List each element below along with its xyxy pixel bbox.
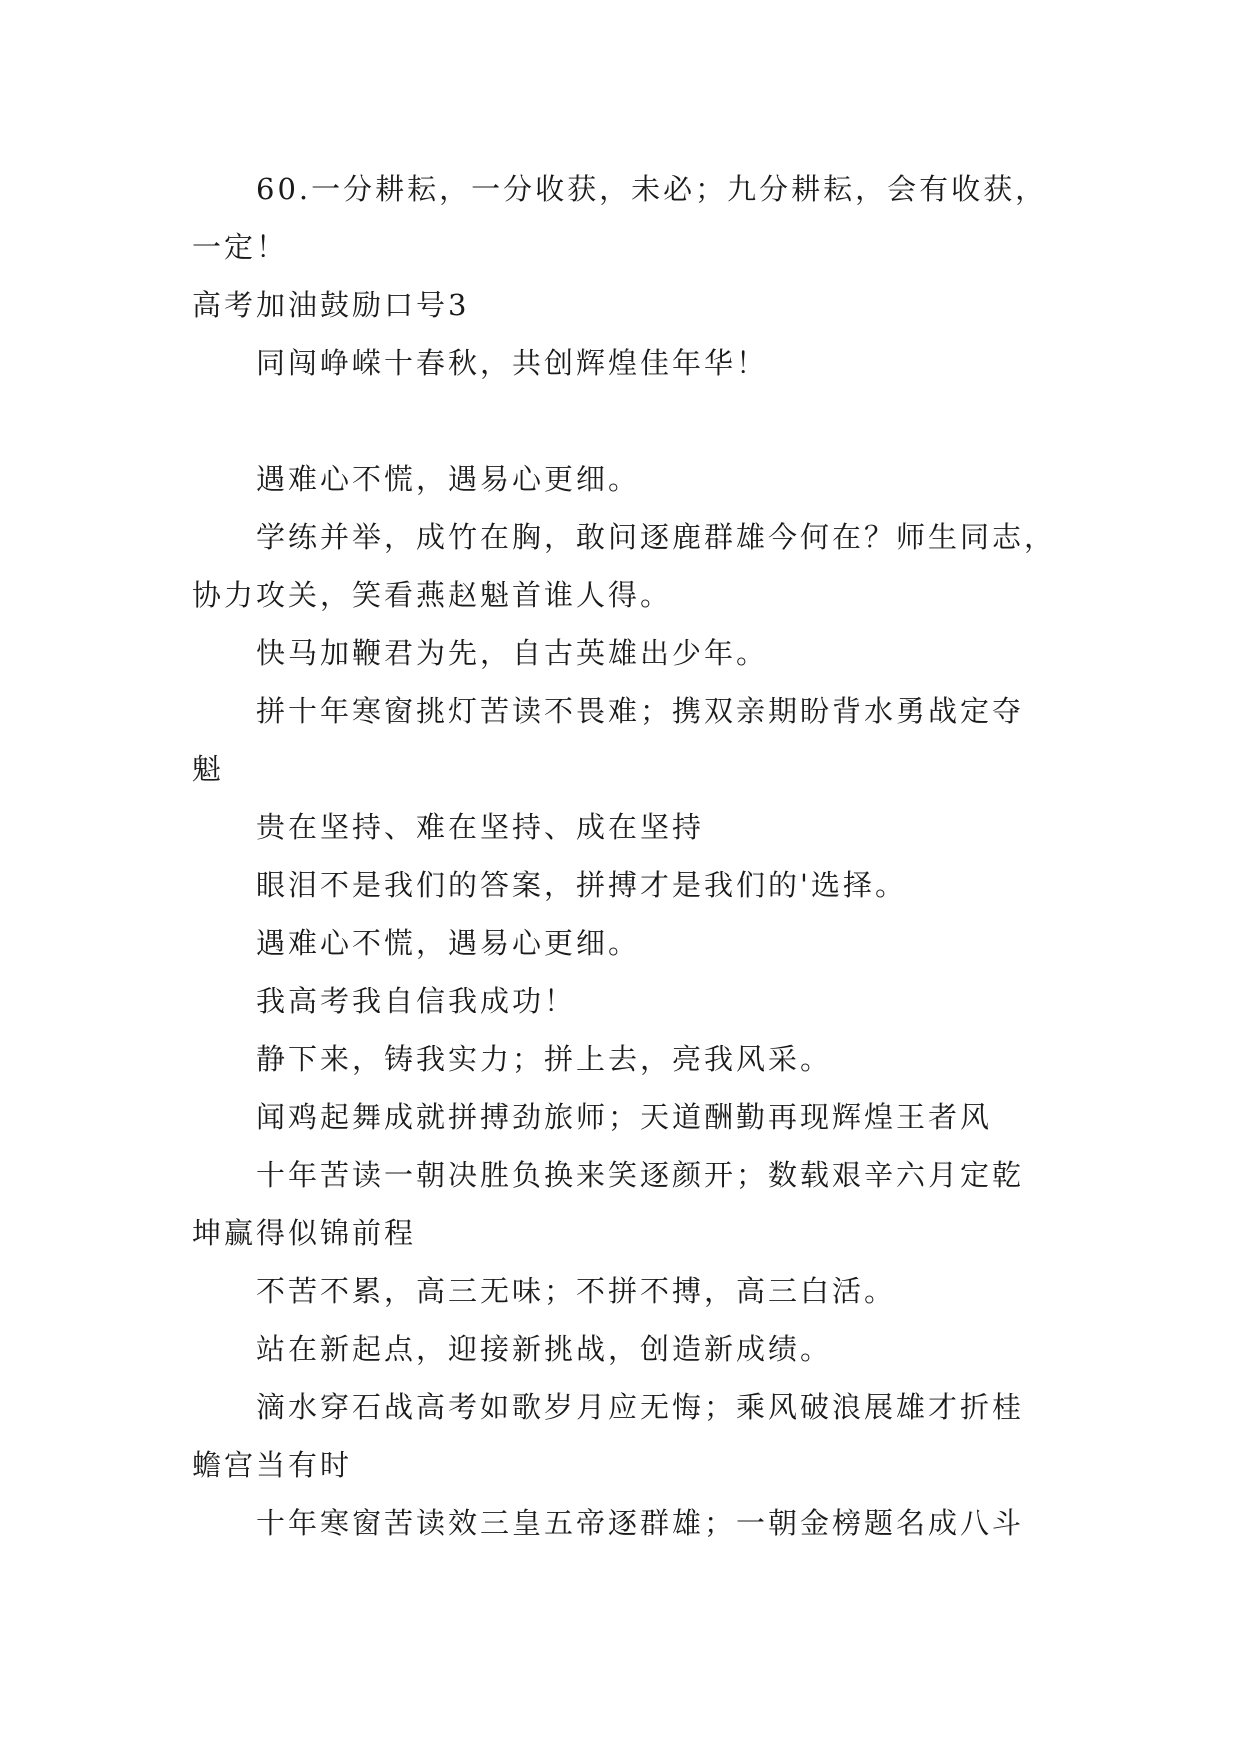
text-line: 同闯峥嵘十春秋，共创辉煌佳年华！ [256, 346, 769, 380]
text-line: 静下来，铸我实力；拼上去，亮我风采。 [256, 1042, 833, 1076]
text-line: 协力攻关，笑看燕赵魁首谁人得。 [192, 578, 673, 612]
text-line: 不苦不累，高三无味；不拼不搏，高三白活。 [256, 1274, 897, 1308]
text-line: 眼泪不是我们的答案，拼搏才是我们的'选择。 [256, 868, 907, 902]
text-line: 我高考我自信我成功！ [256, 984, 577, 1018]
text-line: 蟾宫当有时 [192, 1448, 353, 1482]
blank-line [192, 392, 1052, 450]
text-line: 闻鸡起舞成就拼搏劲旅师；天道酬勤再现辉煌王者风 [256, 1100, 993, 1134]
text-line: 一定！ [192, 230, 289, 264]
text-line: 魁 [192, 752, 225, 786]
text-line: 贵在坚持、难在坚持、成在坚持 [256, 810, 705, 844]
document-body [192, 160, 1057, 1552]
text-line: 站在新起点，迎接新挑战，创造新成绩。 [256, 1332, 833, 1366]
section-heading: 高考加油鼓励口号3 [192, 288, 470, 322]
text-line: 遇难心不慌，遇易心更细。 [256, 462, 641, 496]
text-line: 快马加鞭君为先，自古英雄出少年。 [256, 636, 769, 670]
text-line: 十年苦读一朝决胜负换来笑逐颜开；数载艰辛六月定乾 [256, 1158, 1025, 1192]
text-line: 60.一分耕耘，一分收获，未必；九分耕耘，会有收获， [256, 172, 1048, 206]
text-line: 十年寒窗苦读效三皇五帝逐群雄；一朝金榜题名成八斗 [256, 1506, 1025, 1540]
text-line: 滴水穿石战高考如歌岁月应无悔；乘风破浪展雄才折桂 [256, 1390, 1025, 1424]
text-line: 坤赢得似锦前程 [192, 1216, 417, 1250]
text-line: 遇难心不慌，遇易心更细。 [256, 926, 641, 960]
text-line: 拼十年寒窗挑灯苦读不畏难；携双亲期盼背水勇战定夺 [256, 694, 1025, 728]
text-line: 学练并举，成竹在胸，敢问逐鹿群雄今何在？师生同志， [256, 520, 1057, 554]
